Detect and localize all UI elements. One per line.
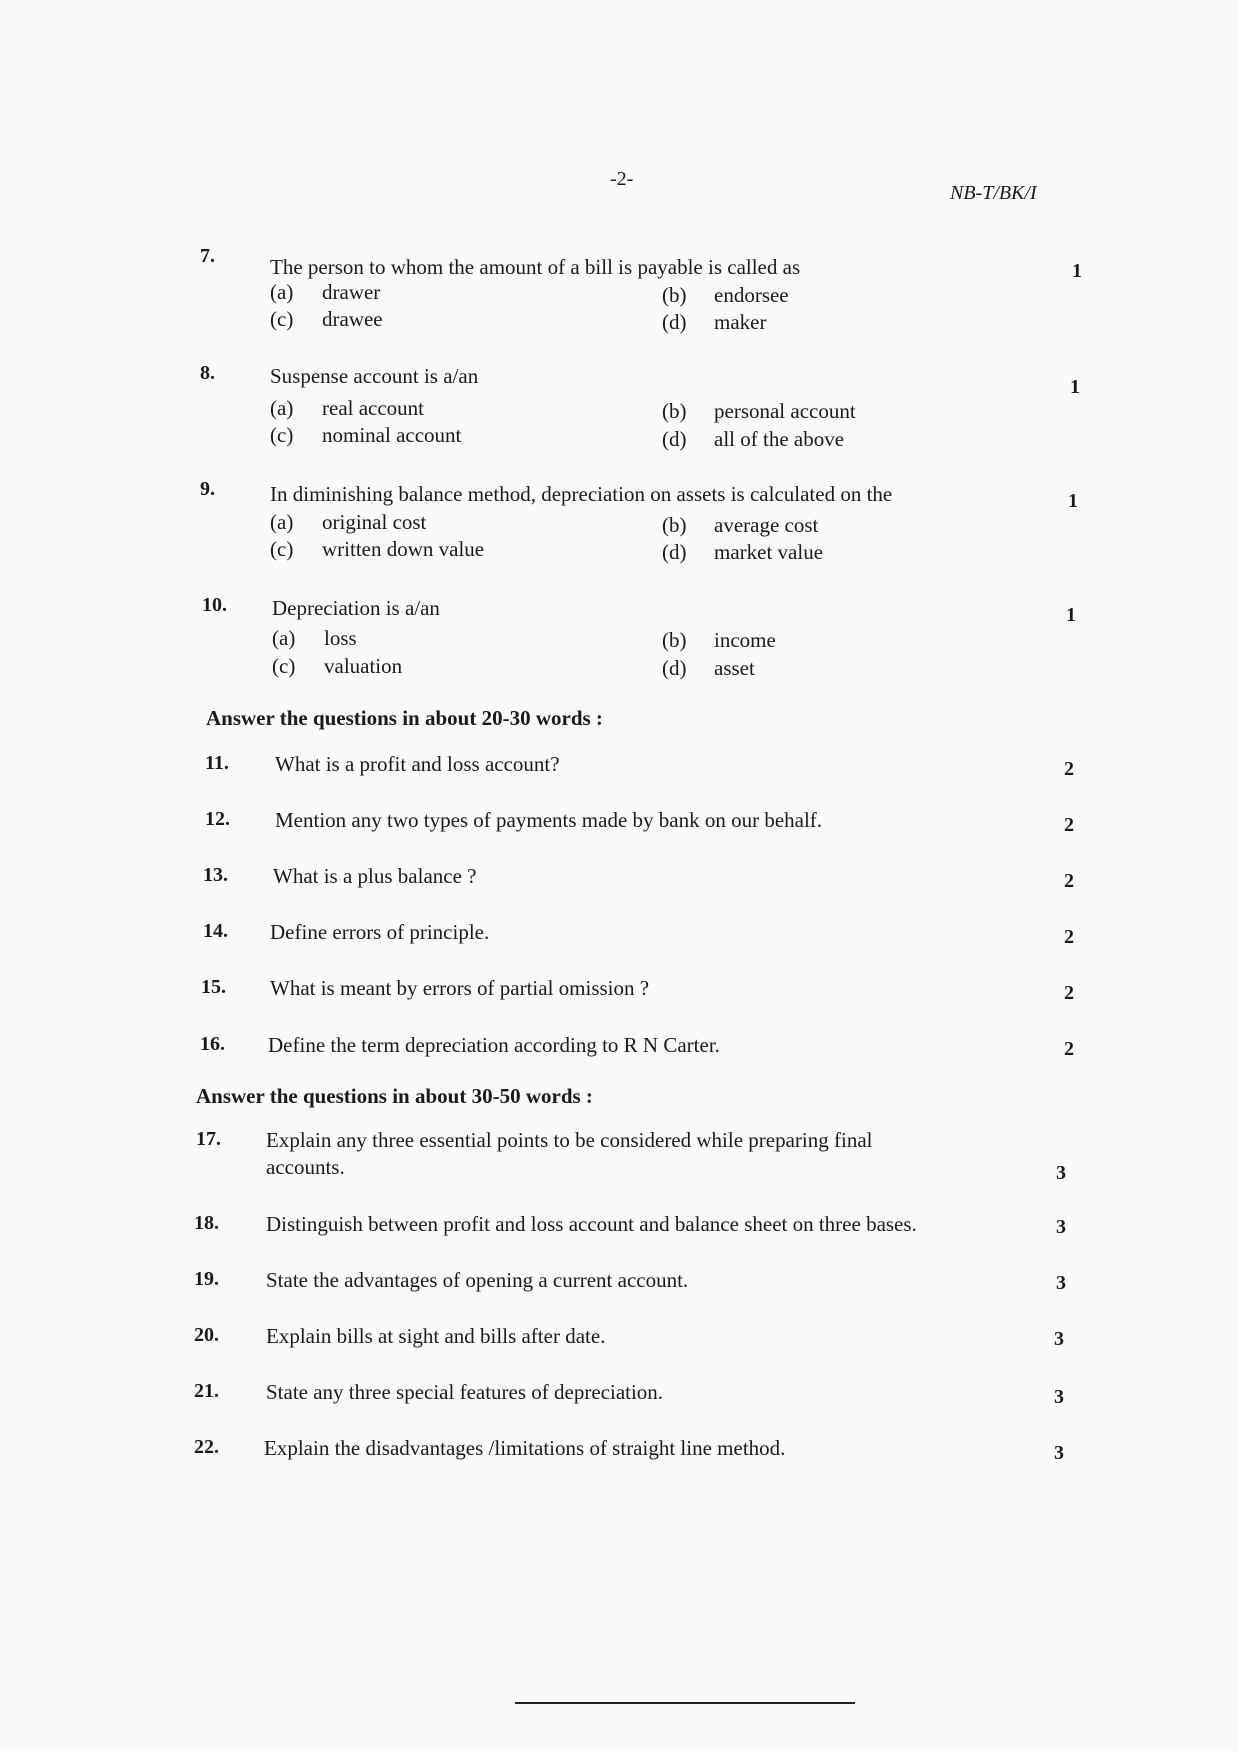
option-d: (d) all of the above: [662, 427, 845, 451]
page-number: -2-: [610, 168, 634, 190]
question-text: State the advantages of opening a current account.: [266, 1268, 689, 1292]
question-text: In diminishing balance method, depreciation on assets is calculated on the: [270, 482, 893, 506]
question-text: Define the term depreciation according to R N Carter.: [268, 1033, 720, 1057]
question-text: Distinguish between profit and loss account and balance sheet on three bases.: [266, 1212, 917, 1236]
question-text: State any three special features of depreciation.: [266, 1380, 664, 1404]
question-marks: 1: [1066, 604, 1076, 626]
question-marks: 3: [1056, 1216, 1066, 1238]
question-text: The person to whom the amount of a bill is payable is called as: [270, 255, 801, 279]
question-marks: 3: [1056, 1162, 1066, 1184]
question-marks: 2: [1064, 926, 1074, 948]
question-text: Define errors of principle.: [270, 920, 490, 944]
option-a: (a) drawer: [270, 280, 381, 304]
paper-code: NB-T/BK/I: [950, 182, 1037, 204]
option-d: (d) maker: [662, 310, 767, 334]
question-text: What is a profit and loss account?: [275, 752, 560, 776]
question-number: 16.: [200, 1033, 225, 1055]
question-number: 19.: [194, 1268, 219, 1290]
question-text: Depreciation is a/an: [272, 596, 440, 620]
option-b: (b) income: [662, 628, 776, 652]
question-number: 7.: [200, 245, 215, 267]
section-heading-long: Answer the questions in about 30-50 words :: [196, 1084, 593, 1108]
end-of-paper-rule: [515, 1702, 855, 1704]
question-number: 21.: [194, 1380, 219, 1402]
question-text: Explain bills at sight and bills after date.: [266, 1324, 606, 1348]
question-text: Suspense account is a/an: [270, 364, 479, 388]
question-number: 12.: [205, 808, 230, 830]
option-a: (a) real account: [270, 396, 425, 420]
question-marks: 2: [1064, 758, 1074, 780]
question-number: 8.: [200, 362, 215, 384]
question-number: 10.: [202, 594, 227, 616]
question-marks: 3: [1054, 1442, 1064, 1464]
question-text: What is a plus balance ?: [273, 864, 477, 888]
question-number: 18.: [194, 1212, 219, 1234]
question-number: 9.: [200, 478, 215, 500]
question-number: 22.: [194, 1436, 219, 1458]
section-heading-short: Answer the questions in about 20-30 words :: [206, 706, 603, 730]
option-b: (b) average cost: [662, 513, 819, 537]
question-marks: 2: [1064, 814, 1074, 836]
question-text-continuation: accounts.: [266, 1155, 345, 1179]
option-c: (c) written down value: [270, 537, 485, 561]
question-marks: 2: [1064, 1038, 1074, 1060]
option-c: (c) drawee: [270, 307, 383, 331]
question-marks: 2: [1064, 982, 1074, 1004]
option-c: (c) valuation: [272, 654, 403, 678]
question-marks: 1: [1068, 490, 1078, 512]
option-a: (a) loss: [272, 626, 357, 650]
option-b: (b) endorsee: [662, 283, 789, 307]
option-d: (d) market value: [662, 540, 824, 564]
question-number: 20.: [194, 1324, 219, 1346]
question-marks: 1: [1072, 260, 1082, 282]
question-number: 13.: [203, 864, 228, 886]
question-number: 15.: [201, 976, 226, 998]
question-marks: 3: [1056, 1272, 1066, 1294]
question-number: 17.: [196, 1128, 221, 1150]
question-marks: 1: [1070, 376, 1080, 398]
question-number: 11.: [205, 752, 229, 774]
question-marks: 2: [1064, 870, 1074, 892]
question-marks: 3: [1054, 1328, 1064, 1350]
option-d: (d) asset: [662, 656, 755, 680]
option-b: (b) personal account: [662, 399, 856, 423]
question-text: Mention any two types of payments made by bank on our behalf.: [275, 808, 823, 832]
question-text: Explain the disadvantages /limitations of straight line method.: [264, 1436, 786, 1460]
question-text: Explain any three essential points to be considered while preparing final: [266, 1128, 873, 1152]
question-marks: 3: [1054, 1386, 1064, 1408]
option-a: (a) original cost: [270, 510, 427, 534]
question-number: 14.: [203, 920, 228, 942]
question-text: What is meant by errors of partial omission ?: [270, 976, 650, 1000]
option-c: (c) nominal account: [270, 423, 462, 447]
